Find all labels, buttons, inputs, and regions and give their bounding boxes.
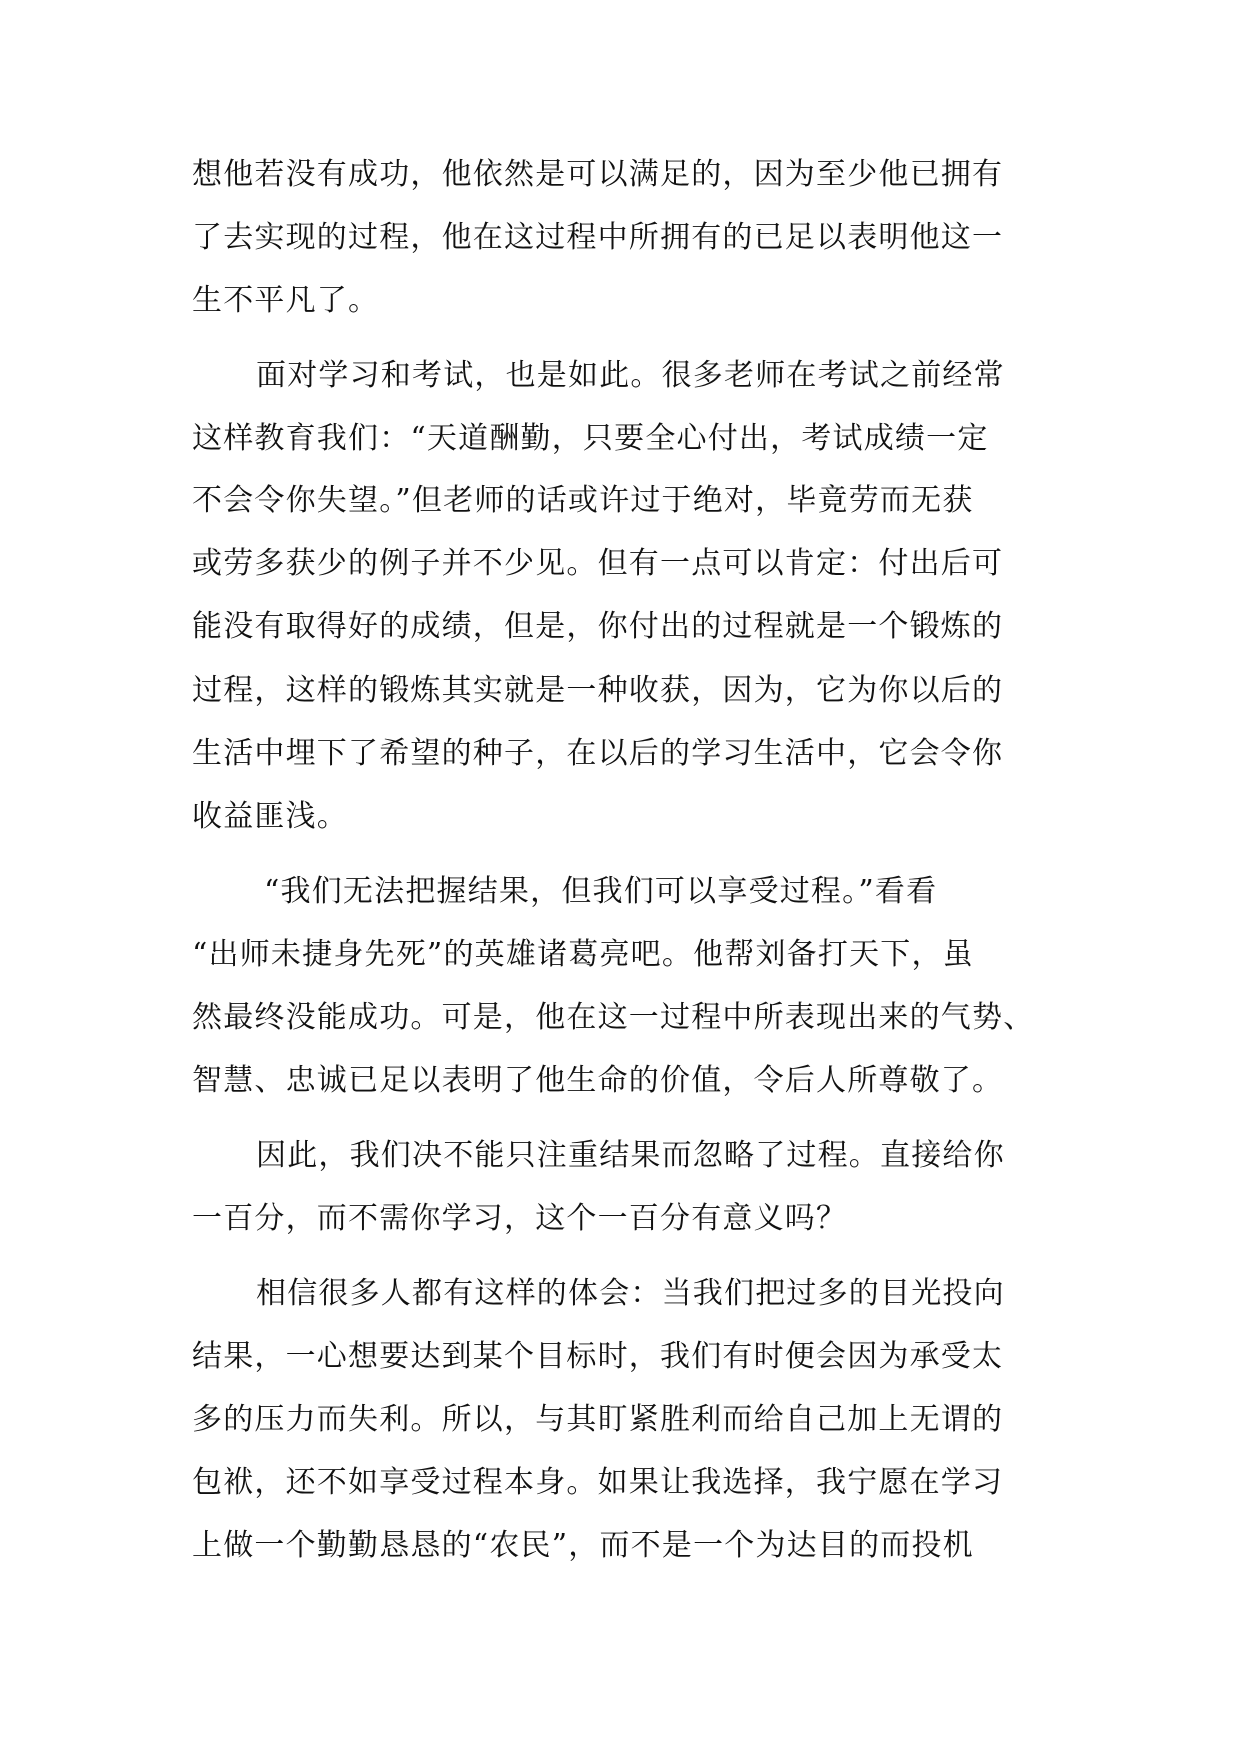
text-line: “出师未捷身先死”的英雄诸葛亮吧。他帮刘备打天下，虽 (192, 937, 974, 972)
paragraph-first-line: 因此，我们决不能只注重结果而忽略了过程。直接给你 (256, 1138, 1005, 1173)
text-line: 包袱，还不如享受过程本身。如果让我选择，我宁愿在学习 (192, 1465, 1004, 1500)
text-line: 然最终没能成功。可是，他在这一过程中所表现出来的气势、 (192, 1000, 1035, 1035)
text-line: 或劳多获少的例子并不少见。但有一点可以肯定：付出后可 (192, 546, 1004, 581)
paragraph-first-line: 相信很多人都有这样的体会：当我们把过多的目光投向 (256, 1276, 1005, 1311)
text-line: 一百分，而不需你学习，这个一百分有意义吗？ (192, 1201, 848, 1236)
text-line: 生不平凡了。 (192, 283, 380, 318)
text-line: 了去实现的过程，他在这过程中所拥有的已足以表明他这一 (192, 220, 1004, 255)
text-line: 多的压力而失利。所以，与其盯紧胜利而给自己加上无谓的 (192, 1402, 1004, 1437)
text-line: 过程，这样的锻炼其实就是一种收获，因为，它为你以后的 (192, 673, 1004, 708)
text-line: 结果，一心想要达到某个目标时，我们有时便会因为承受太 (192, 1339, 1004, 1374)
text-line: 上做一个勤勤恳恳的“农民”，而不是一个为达目的而投机 (192, 1528, 974, 1563)
paragraph-first-line: “我们无法把握结果，但我们可以享受过程。”看看 (264, 874, 938, 909)
text-line: 智慧、忠诚已足以表明了他生命的价值，令后人所尊敬了。 (192, 1063, 1004, 1098)
text-line: 能没有取得好的成绩，但是，你付出的过程就是一个锻炼的 (192, 609, 1004, 644)
paragraph-first-line: 面对学习和考试，也是如此。很多老师在考试之前经常 (256, 358, 1005, 393)
text-line: 不会令你失望。”但老师的话或许过于绝对，毕竟劳而无获 (192, 483, 974, 518)
text-line: 生活中埋下了希望的种子，在以后的学习生活中，它会令你 (192, 736, 1004, 771)
text-line: 收益匪浅。 (192, 799, 348, 834)
text-line: 这样教育我们：“天道酬勤，只要全心付出，考试成绩一定 (192, 421, 989, 456)
text-line: 想他若没有成功，他依然是可以满足的，因为至少他已拥有 (192, 157, 1004, 192)
